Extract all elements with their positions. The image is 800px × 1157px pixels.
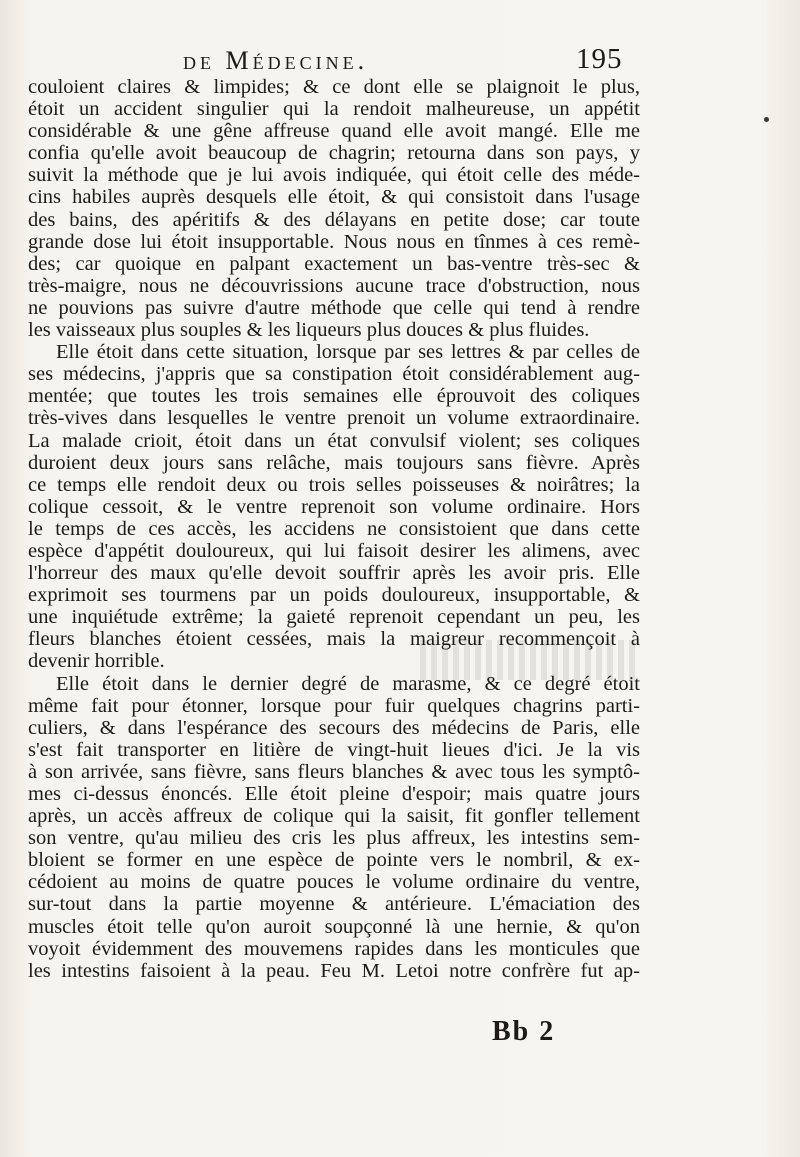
text-line: devenir horrible. xyxy=(28,650,165,673)
text-line: Elle étoit dans cette situation, lorsque par ses lettres & par celles de xyxy=(56,341,640,364)
text-line: à son arrivée, sans fièvre, sans fleurs blanches & avec tous les symptô- xyxy=(28,760,640,783)
text-line: les intestins faisoient à la peau. Feu M. Letoi notre confrère fut ap- xyxy=(28,959,640,982)
text-line: s'est fait transporter en litière de vingt-huit lieues d'ici. Je la vis xyxy=(28,738,640,761)
text-line: bloient se former en une espèce de pointe vers le nombril, & ex- xyxy=(28,849,640,872)
text-line: mentée; que toutes les trois semaines elle éprouvoit des coliques xyxy=(28,385,640,408)
text-line: colique cessoit, & le ventre reprenoit son volume ordinaire. Hors xyxy=(28,495,640,518)
text-line: très-vives dans lesquelles le ventre prenoit un volume extraordinaire. xyxy=(28,407,640,430)
text-line: très-maigre, nous ne découvrissions aucune trace d'obstruction, nous xyxy=(28,274,640,297)
text-line: considérable & une gêne affreuse quand elle avoit mangé. Elle me xyxy=(28,120,640,143)
text-line: grande dose lui étoit insupportable. Nous nous en tînmes à ces remè- xyxy=(28,230,640,253)
text-line: muscles étoit telle qu'on auroit soupçonné là une hernie, & qu'on xyxy=(28,915,640,938)
text-line: l'horreur des maux qu'elle devoit souffrir après les avoir pris. Elle xyxy=(28,562,640,585)
text-line: confia qu'elle avoit beaucoup de chagrin; retourna dans son pays, y xyxy=(28,142,640,165)
text-line: cins habiles auprès desquels elle étoit, & qui consistoit dans l'usage xyxy=(28,186,640,209)
text-line: mes ci-dessus énoncés. Elle étoit pleine d'espoir; mais quatre jours xyxy=(28,783,640,805)
text-line: le temps de ces accès, les accidens ne consistoient que dans cette xyxy=(28,517,640,540)
text-line: les vaisseaux plus souples & les liqueurs plus douces & plus fluides. xyxy=(28,319,590,342)
page-header xyxy=(0,40,800,80)
text-line: étoit un accident singulier qui la rendoit malheureuse, un appétit xyxy=(28,98,640,121)
ink-speck xyxy=(764,117,769,122)
text-line: ce temps elle rendoit deux ou trois selles poisseuses & noirâtres; la xyxy=(28,473,640,496)
text-line: même fait pour étonner, lorsque pour fuir quelques chagrins parti- xyxy=(28,694,640,717)
text-line: ne pouvions pas suivre d'autre méthode que celle qui tend à rendre xyxy=(28,296,640,319)
text-line: voyoit évidemment des mouvemens rapides dans les monticules que xyxy=(28,937,640,960)
text-line: ses médecins, j'appris que sa constipation étoit considérablement aug- xyxy=(28,363,640,386)
running-head: de Médecine. xyxy=(183,46,369,75)
text-line: espèce d'appétit douloureux, qui lui faisoit desirer les alimens, avec xyxy=(28,539,640,562)
text-line: après, un accès affreux de colique qui la saisit, fit gonfler tellement xyxy=(28,805,640,828)
text-line: duroient deux jours sans relâche, mais toujours sans fièvre. Après xyxy=(28,451,640,474)
text-line: sur-tout dans la partie moyenne & antérieure. L'émaciation des xyxy=(28,893,640,916)
text-line: Elle étoit dans le dernier degré de marasme, & ce degré étoit xyxy=(56,672,640,695)
body-text xyxy=(28,76,640,982)
text-line: des; car quoique en palpant exactement un bas-ventre très-sec & xyxy=(28,252,640,275)
text-line: son ventre, qu'au milieu des cris les plus affreux, les intestins sem- xyxy=(28,827,640,850)
text-line: exprimoit ses tourmens par un poids douloureux, insupportable, & xyxy=(28,584,640,607)
text-line: fleurs blanches étoient cessées, mais la maigreur recommençoit à xyxy=(28,628,640,651)
text-line: La malade crioit, étoit dans un état convulsif violent; ses coliques xyxy=(28,429,640,452)
text-line: cédoient au moins de quatre pouces le volume ordinaire du ventre, xyxy=(28,871,640,894)
text-line: une inquiétude extrême; la gaieté reprenoit cependant un peu, les xyxy=(28,606,640,629)
text-line: des bains, des apéritifs & des délayans en petite dose; car toute xyxy=(28,208,640,231)
text-line: culiers, & dans l'espérance des secours des médecins de Paris, elle xyxy=(28,716,640,739)
page-number: 195 xyxy=(576,43,623,75)
text-line: suivit la méthode que je lui avois indiquée, qui étoit celle des méde- xyxy=(28,164,640,187)
text-line: couloient claires & limpides; & ce dont elle se plaignoit le plus, xyxy=(28,76,640,98)
signature-mark: Bb 2 xyxy=(492,1016,556,1047)
